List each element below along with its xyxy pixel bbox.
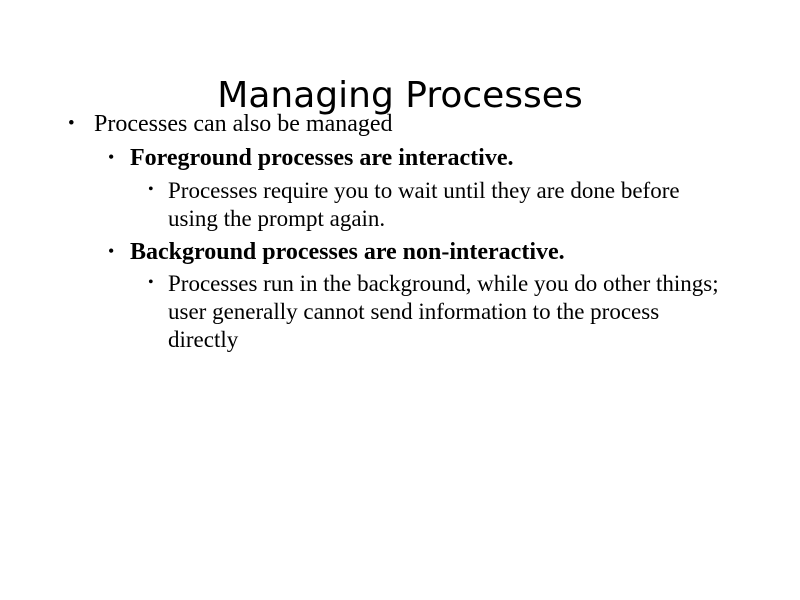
bullet-icon: • [68,113,75,134]
bullet-icon: • [108,240,115,261]
bullet-icon: • [148,273,154,291]
list-item-text: Processes require you to wait until they are done before using the prompt again. [168,177,680,231]
page-title: Managing Processes [217,75,583,117]
list-item [148,270,760,354]
bullet-icon: • [148,180,154,198]
list-item-text: Processes run in the background, while you do other things; user generally cannot send information to the process directly [168,270,719,352]
list-item [108,238,760,267]
list-item [108,144,760,173]
list-item-text: Background processes are non-interactive. [130,238,565,265]
list-item [148,177,760,233]
list-item-text: Processes can also be managed [94,111,393,137]
list-item [68,110,760,139]
list-item-text: Foreground processes are interactive. [130,145,514,172]
bullet-icon: • [108,147,115,168]
slide-body [60,108,760,354]
